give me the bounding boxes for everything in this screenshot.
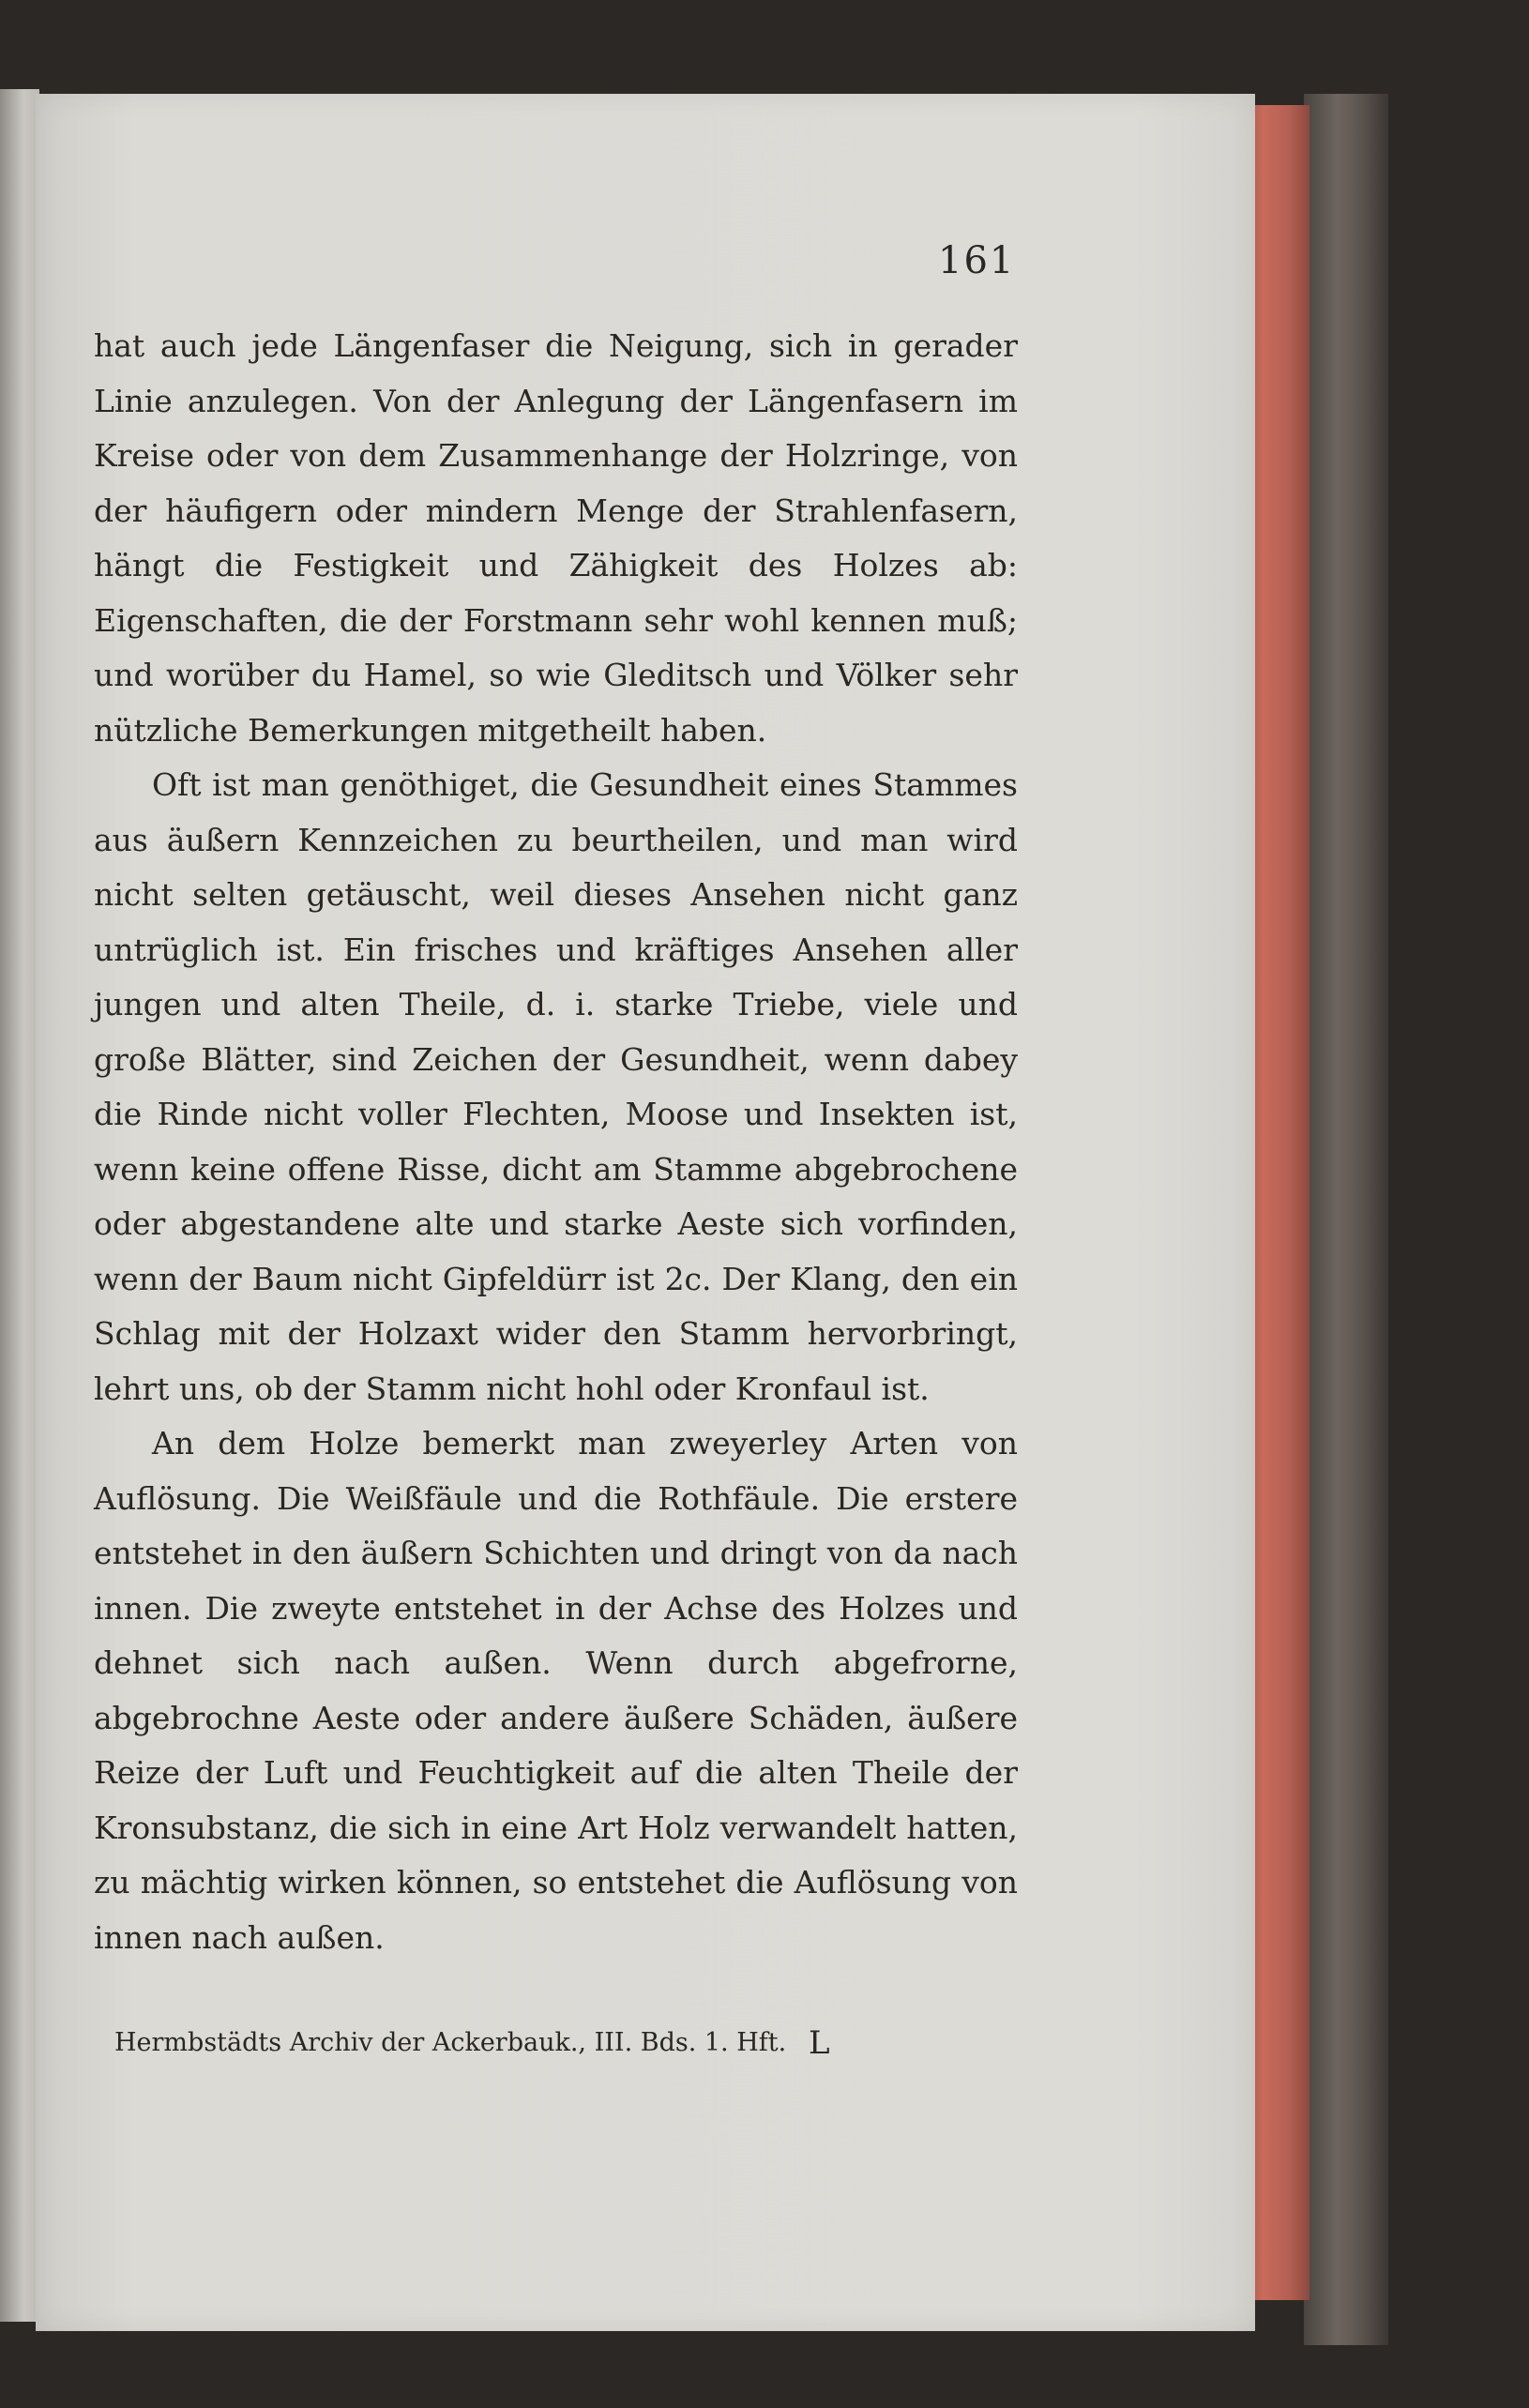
- footer-signature: L: [809, 2024, 830, 2062]
- footer-citation: Hermbstädts Archiv der Ackerbauk., III. Bds. 1. Hft.: [114, 2028, 787, 2057]
- paragraph-3: An dem Holze bemerkt man zweyerley Arten von Auflösung. Die Weißfäule und die Rothfäule. Die erstere entstehet in den äußern Schichten und dringt von da nach innen. Die zweyte entstehet in der Achse des Holzes und dehnet sich nach außen. Wenn durch abgefrorne, abgebrochne Aeste oder andere äußere Schäden, äußere Reize der Luft und Feuchtigkeit auf die alten Theile der Kronsubstanz, die sich in eine Art Holz verwandelt hatten, zu mächtig wirken können, so entstehet die Auflösung von innen nach außen.: [94, 1425, 1018, 1956]
- page-number: 161: [938, 239, 1016, 282]
- body-text: [94, 319, 1018, 1965]
- paragraph-1: hat auch jede Längenfaser die Neigung, sich in gerader Linie anzulegen. Von der Anlegung der Längenfasern im Kreise oder von dem Zusammenhange der Holzringe, von der häufigern oder mindern Menge der Strahlenfasern, hängt die Festigkeit und Zähigkeit des Holzes ab: Eigenschaften, die der Forstmann sehr wohl kennen muß; und worüber du Hamel, so wie Gleditsch und Völker sehr nützliche Bemerkungen mitgetheilt haben.: [94, 327, 1018, 749]
- paragraph-2: Oft ist man genöthiget, die Gesundheit eines Stammes aus äußern Kennzeichen zu beurtheilen, und man wird nicht selten getäuscht, weil dieses Ansehen nicht ganz untrüglich ist. Ein frisches und kräftiges Ansehen aller jungen und alten Theile, d. i. starke Triebe, viele und große Blätter, sind Zeichen der Gesundheit, wenn dabey die Rinde nicht voller Flechten, Moose und Insekten ist, wenn keine offene Risse, dicht am Stamme abgebrochene oder abgestandene alte und starke Aeste sich vorfinden, wenn der Baum nicht Gipfeldürr ist 2c. Der Klang, den ein Schlag mit der Holzaxt wider den Stamm hervorbringt, lehrt uns, ob der Stamm nicht hohl oder Kronfaul ist.: [94, 766, 1018, 1407]
- left-page-edge: [0, 89, 39, 2322]
- page-footer: [114, 2024, 959, 2075]
- book-cover: [1304, 94, 1388, 2345]
